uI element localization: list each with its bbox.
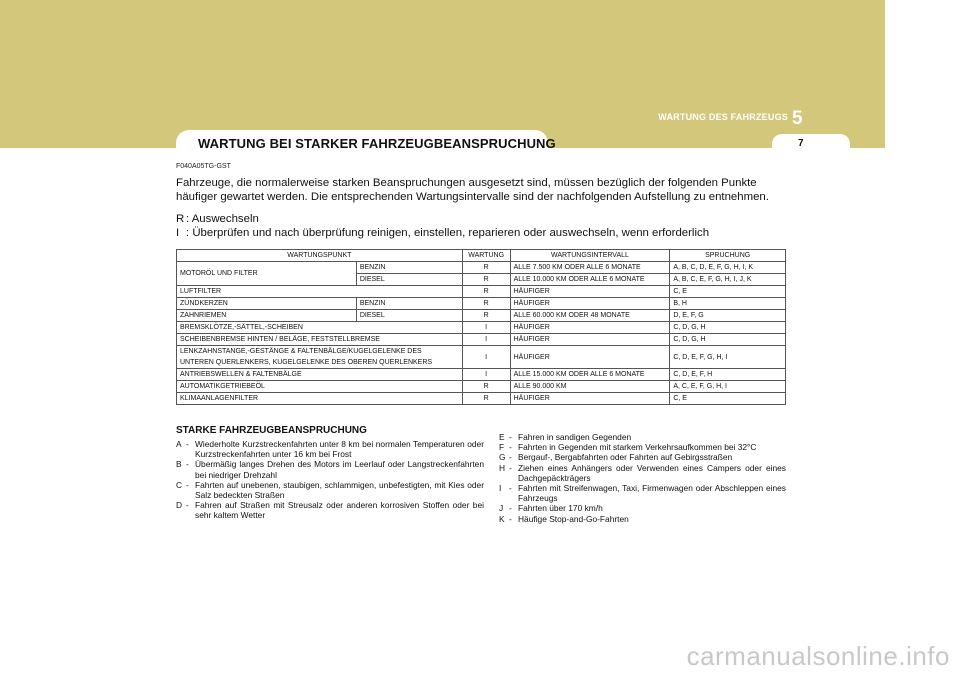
conditions-cell: A, B, C, E, F, G, H, I, J, K: [670, 274, 786, 286]
interval-cell: HÄUFIGER: [510, 334, 670, 346]
conditions-heading: STARKE FAHRZEUGBEANSPRUCHUNG: [176, 425, 367, 436]
condition-key: G: [499, 452, 506, 463]
condition-text: Fahrten auf unebenen, staubigen, schlammigen, unbefestigten, mit Kies oder Salz bedeckten Straßen: [195, 479, 484, 501]
condition-item: F - Fahrten in Gegenden mit starkem Verkehrsaufkommen bei 32°C: [499, 442, 786, 452]
legend-key: R: [176, 213, 185, 225]
item-cell: BREMSKLÖTZE,-SÄTTEL,-SCHEIBEN: [177, 322, 463, 334]
action-cell: I: [462, 369, 510, 381]
condition-text: Häufige Stop-and-Go-Fahrten: [518, 513, 629, 524]
action-cell: R: [462, 310, 510, 322]
table-row: [177, 346, 786, 369]
conditions-cell: C, E: [670, 393, 786, 405]
conditions-cell: D, E, F, G: [670, 310, 786, 322]
conditions-cell: A, C, E, F, G, H, I: [670, 381, 786, 393]
column-header-interval: WARTUNGSINTERVALL: [510, 250, 670, 262]
condition-item: K - Häufige Stop-and-Go-Fahrten: [499, 514, 786, 524]
chapter-title: WARTUNG DES FAHRZEUGS: [658, 112, 788, 122]
action-cell: R: [462, 286, 510, 298]
condition-text: Bergauf-, Bergabfahrten oder Fahrten auf Gebirgsstraßen: [518, 452, 733, 463]
page-number: 7: [798, 138, 804, 149]
interval-cell: HÄUFIGER: [510, 286, 670, 298]
table-row: [177, 286, 786, 298]
table-row: [177, 393, 786, 405]
action-cell: R: [462, 298, 510, 310]
column-header-item: WARTUNGSPUNKT: [177, 250, 463, 262]
page-number-tab: [772, 134, 850, 154]
chapter-number: 5: [792, 108, 803, 129]
condition-item: A - Wiederholte Kurzstreckenfahrten unter 8 km bei normalen Temperaturen oder Kurzstreckenfahrten unter 16 km bei Frost: [176, 439, 484, 460]
condition-text: Fahren auf Straßen mit Streusalz oder anderen korrosiven Stoffen oder bei sehr kaltem Wetter: [195, 500, 484, 521]
legend-replace: [176, 213, 259, 225]
conditions-cell: C, D, G, H: [670, 322, 786, 334]
conditions-cell: C, D, G, H: [670, 334, 786, 346]
maintenance-schedule-table: [176, 249, 786, 405]
interval-cell: ALLE 10.000 KM ODER ALLE 6 MONATE: [510, 274, 670, 286]
condition-text: Fahrten über 170 km/h: [518, 503, 603, 514]
table-row: [177, 369, 786, 381]
condition-text: Fahrten in Gegenden mit starkem Verkehrsaufkommen bei 32°C: [518, 442, 757, 453]
interval-cell: ALLE 15.000 KM ODER ALLE 6 MONATE: [510, 369, 670, 381]
table-header-row: [177, 250, 786, 262]
document-code: F040A05TG-GST: [176, 163, 231, 170]
action-cell: I: [462, 322, 510, 334]
item-line: LENKZAHNSTANGE,-GESTÄNGE & FALTENBÄLGE/KUGELGELENKE DES: [180, 348, 422, 355]
item-cell: SCHEIBENBREMSE HINTEN / BELÄGE, FESTSTELLBREMSE: [177, 334, 463, 346]
condition-key: J: [499, 503, 504, 514]
conditions-list-left: [176, 439, 484, 521]
table-row: [177, 262, 786, 274]
interval-cell: HÄUFIGER: [510, 346, 670, 369]
fuel-cell: DIESEL: [356, 274, 462, 286]
item-cell: ZÜNDKERZEN: [177, 298, 357, 310]
table-row: [177, 298, 786, 310]
column-header-conditions: SPRUCHUNG: [670, 250, 786, 262]
interval-cell: HÄUFIGER: [510, 393, 670, 405]
conditions-cell: A, B, C, D, E, F, G, H, I, K: [670, 262, 786, 274]
condition-item: J - Fahrten über 170 km/h: [499, 503, 786, 513]
legend-text: : Auswechseln: [186, 213, 259, 225]
item-cell: MOTORÖL UND FILTER: [177, 262, 357, 286]
condition-key: B: [176, 459, 182, 470]
action-cell: R: [462, 262, 510, 274]
item-cell: ANTRIEBSWELLEN & FALTENBÄLGE: [177, 369, 463, 381]
condition-item: G - Bergauf-, Bergabfahrten oder Fahrten auf Gebirgsstraßen: [499, 452, 786, 462]
condition-key: K: [499, 513, 505, 524]
item-cell: [177, 346, 463, 369]
condition-item: C - Fahrten auf unebenen, staubigen, schlammigen, unbefestigten, mit Kies oder Salz bedeckten Straßen: [176, 479, 484, 501]
table-row: [177, 381, 786, 393]
conditions-cell: B, H: [670, 298, 786, 310]
condition-item: E - Fahren in sandigen Gegenden: [499, 432, 786, 442]
legend-inspect: [176, 227, 709, 239]
table-row: [177, 322, 786, 334]
condition-text: Übermäßig langes Drehen des Motors im Leerlauf oder Langstreckenfahrten bei niedriger Drehzahl: [195, 459, 484, 480]
watermark-text: carmanualsonline.info: [686, 641, 950, 671]
item-cell: AUTOMATIKGETRIEBEÖL: [177, 381, 463, 393]
legend-text: : Überprüfen und nach überprüfung reinigen, einstellen, reparieren oder auswechseln, wenn erforderlich: [186, 227, 710, 239]
fuel-cell: BENZIN: [356, 298, 462, 310]
interval-cell: HÄUFIGER: [510, 322, 670, 334]
condition-text: Wiederholte Kurzstreckenfahrten unter 8 km bei normalen Temperaturen oder Kurzstreckenfahrten unter 16 km bei Frost: [195, 439, 484, 460]
condition-key: C: [176, 479, 183, 490]
item-cell: KLIMAANLAGENFILTER: [177, 393, 463, 405]
condition-text: Fahrten mit Streifenwagen, Taxi, Firmenwagen oder Abschleppen eines Fahrzeugs: [518, 483, 786, 504]
section-title: WARTUNG BEI STARKER FAHRZEUGBEANSPRUCHUNG: [198, 136, 556, 151]
conditions-cell: C, D, E, F, G, H, I: [670, 346, 786, 369]
interval-cell: ALLE 60.000 KM ODER 48 MONATE: [510, 310, 670, 322]
condition-text: Ziehen eines Anhängers oder Verwenden eines Campers oder eines Dachgepäckträgers: [518, 462, 786, 483]
table-row: [177, 334, 786, 346]
conditions-cell: C, E: [670, 286, 786, 298]
interval-cell: ALLE 90.000 KM: [510, 381, 670, 393]
condition-key: I: [499, 483, 502, 494]
item-cell: ZAHNRIEMEN: [177, 310, 357, 322]
table-row: [177, 310, 786, 322]
interval-cell: HÄUFIGER: [510, 298, 670, 310]
conditions-cell: C, D, E, F, H: [670, 369, 786, 381]
intro-paragraph: Fahrzeuge, die normalerweise starken Beanspruchungen ausgesetzt sind, müssen bezüglich der folgenden Punkte häufiger gewartet werden. Die entsprechenden Wartungsintervalle sind der nachfolgenden Aufstellung zu entnehmen.: [176, 177, 769, 203]
condition-key: H: [499, 462, 506, 473]
chapter-header-band: [0, 0, 885, 148]
condition-item: D - Fahren auf Straßen mit Streusalz oder anderen korrosiven Stoffen oder bei sehr kaltem Wetter: [176, 500, 484, 521]
action-cell: R: [462, 381, 510, 393]
interval-cell: ALLE 7.500 KM ODER ALLE 6 MONATE: [510, 262, 670, 274]
item-line: UNTEREN QUERLENKERS, KUGELGELENKE DES OBEREN QUERLENKERS: [180, 359, 433, 366]
condition-key: E: [499, 432, 505, 442]
fuel-cell: BENZIN: [356, 262, 462, 274]
legend-key: I: [176, 227, 180, 239]
condition-key: F: [499, 442, 505, 453]
column-header-action: WARTUNG: [462, 250, 510, 262]
condition-item: I - Fahrten mit Streifenwagen, Taxi, Firmenwagen oder Abschleppen eines Fahrzeugs: [499, 483, 786, 504]
item-cell: LUFTFILTER: [177, 286, 463, 298]
conditions-list-right: [499, 432, 786, 524]
action-cell: I: [462, 334, 510, 346]
action-cell: R: [462, 274, 510, 286]
condition-item: H - Ziehen eines Anhängers oder Verwenden eines Campers oder eines Dachgepäckträgers: [499, 462, 786, 483]
condition-text: Fahren in sandigen Gegenden: [518, 432, 632, 442]
fuel-cell: DIESEL: [356, 310, 462, 322]
condition-key: D: [176, 500, 183, 511]
action-cell: I: [462, 346, 510, 369]
condition-key: A: [176, 439, 182, 449]
condition-item: B - Übermäßig langes Drehen des Motors im Leerlauf oder Langstreckenfahrten bei niedriger Drehzahl: [176, 459, 484, 480]
action-cell: R: [462, 393, 510, 405]
